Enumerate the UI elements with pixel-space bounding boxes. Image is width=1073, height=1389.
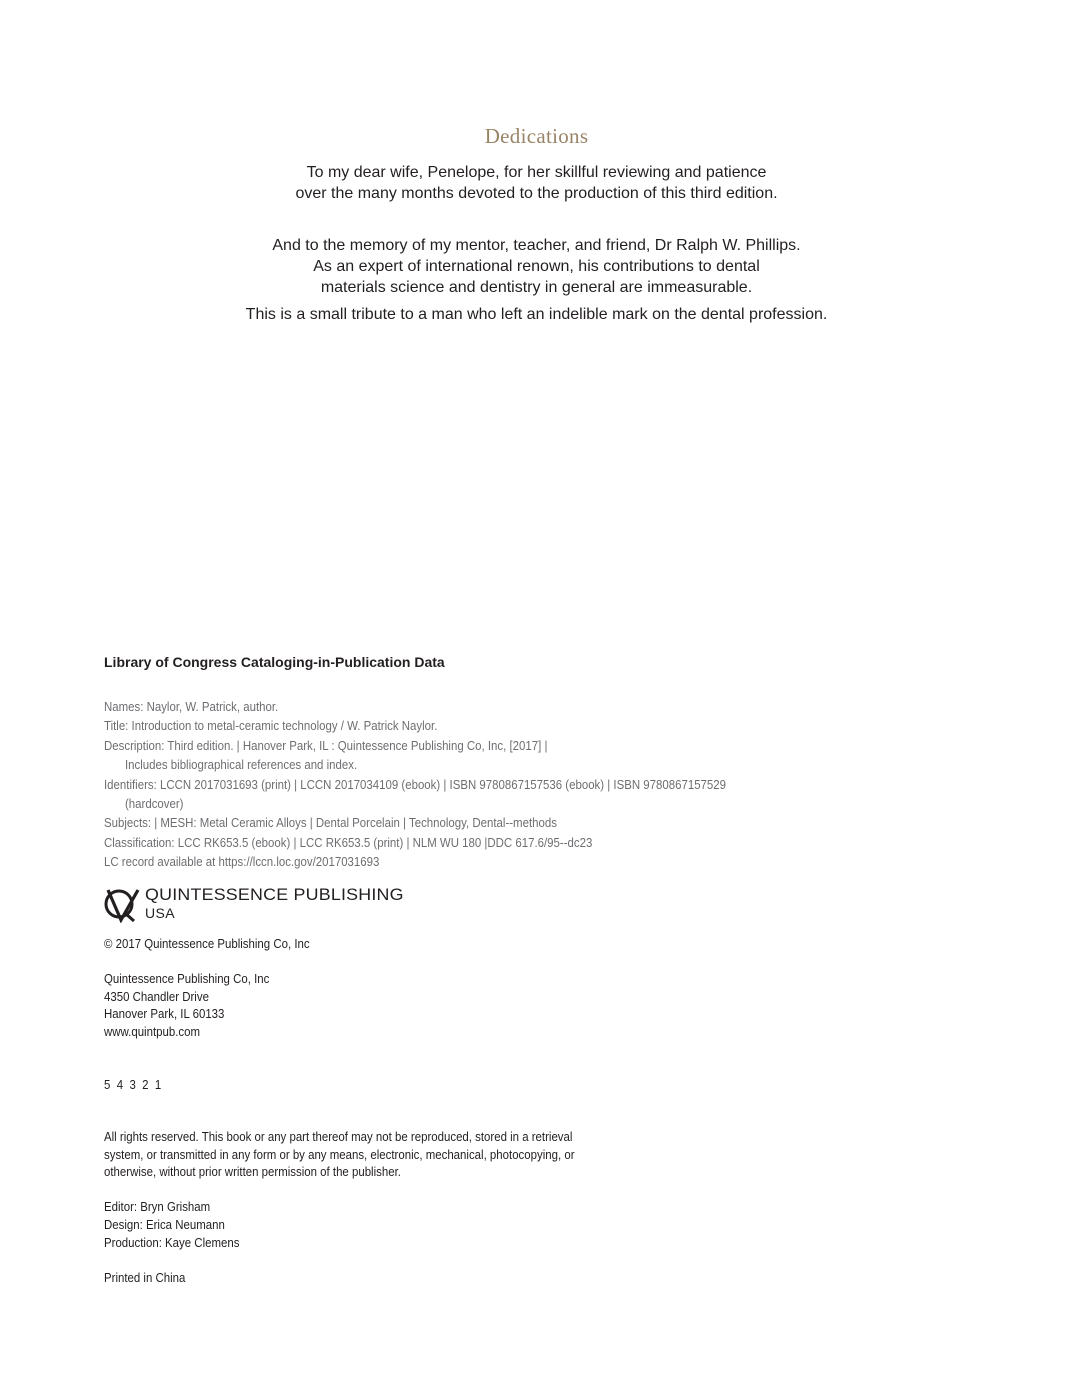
dedication-line: materials science and dentistry in general are immeasurable. [320,279,753,296]
printing-line: 5 4 3 2 1 [104,1077,162,1092]
dedication-line: To my dear wife, Penelope, for her skillful reviewing and patience [306,164,767,181]
address-line: Quintessence Publishing Co, Inc [104,971,270,986]
dedication-line: This is a small tribute to a man who left an indelible mark on the dental profession. [245,306,828,323]
cip-heading: Library of Congress Cataloging-in-Publication Data [104,654,445,670]
cip-line: Names: Naylor, W. Patrick, author. [104,699,279,714]
dedication-line: over the many months devoted to the production of this third edition. [295,185,778,202]
publisher-website: www.quintpub.com [104,1024,201,1039]
printed-in: Printed in China [104,1270,186,1285]
rights-line: system, or transmitted in any form or by any means, electronic, mechanical, photocopying, or [104,1147,575,1162]
cip-line: Includes bibliographical references and index. [125,757,358,772]
dedications-title: Dedications [484,124,589,148]
address-line: 4350 Chandler Drive [104,989,209,1004]
cip-line: (hardcover) [125,796,184,811]
credit-editor: Editor: Bryn Grisham [104,1199,211,1214]
publisher-region: USA [145,905,175,921]
dedication-line: As an expert of international renown, his contributions to dental [313,258,760,275]
cip-line: Description: Third edition. | Hanover Park, IL : Quintessence Publishing Co, Inc, [2017] | [104,738,548,753]
cip-line: Subjects: | MESH: Metal Ceramic Alloys | Dental Porcelain | Technology, Dental--methods [104,815,557,830]
cip-line: Title: Introduction to metal-ceramic technology / W. Patrick Naylor. [104,718,438,733]
dedication-line: And to the memory of my mentor, teacher, and friend, Dr Ralph W. Phillips. [272,237,801,254]
cip-line: Identifiers: LCCN 2017031693 (print) | LCCN 2017034109 (ebook) | ISBN 9780867157536 (ebook) | ISBN 9780867157529 [104,777,727,792]
qp-monogram-icon [104,887,142,923]
copyright-notice: © 2017 Quintessence Publishing Co, Inc [104,936,310,951]
publisher-logo [104,885,404,925]
credit-design: Design: Erica Neumann [104,1217,225,1232]
address-line: Hanover Park, IL 60133 [104,1006,225,1021]
credit-production: Production: Kaye Clemens [104,1235,240,1250]
cip-line: Classification: LCC RK653.5 (ebook) | LCC RK653.5 (print) | NLM WU 180 |DDC 617.6/95--dc23 [104,835,593,850]
publisher-name: QUINTESSENCE PUBLISHING [145,885,404,904]
rights-line: otherwise, without prior written permission of the publisher. [104,1164,401,1179]
rights-line: All rights reserved. This book or any part thereof may not be reproduced, stored in a retrieval [104,1129,573,1144]
cip-line: LC record available at https://lccn.loc.gov/2017031693 [104,854,380,869]
